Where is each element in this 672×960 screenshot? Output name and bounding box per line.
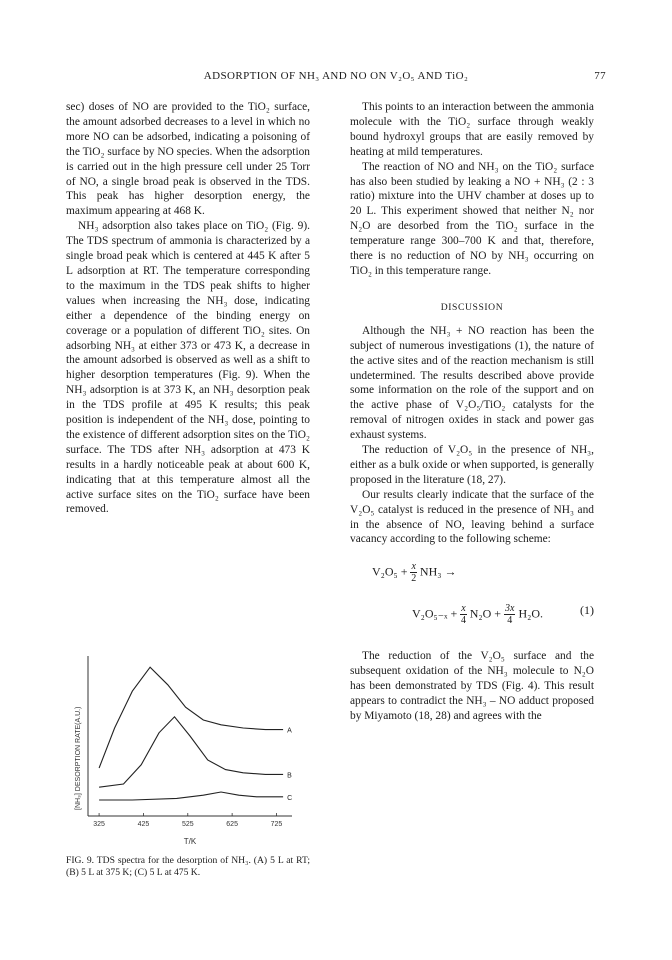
eq-term: NH₃ → <box>419 564 457 579</box>
eq-fraction <box>460 603 466 626</box>
right-paragraph-3: Although the NH₃ + NO reaction has been the subject of numerous investigations (1), the nature of the active sites and of the reaction mechanism is still undetermined. The results described above provide some information on the role of the support and on the active phase of V₂O₅/TiO₂ catalysts for the removal of nitrogen oxides in stack and power gas exhaust systems. <box>350 324 594 442</box>
right-paragraph-2: The reaction of NO and NH₃ on the TiO₂ surface has also been studied by leaking a NO + NH₃ (2 : 3 ratio) mixture into the UHV chamber at doses up to 20 L. This experiment showed that neither N₂ nor N₂O are desorbed from the TiO₂ surface in the temperature range 300–700 K and that, therefore, there is no reduction of NO by NH₃ occurring on TiO₂ in this temperature range. <box>350 160 594 277</box>
tds-chart <box>66 650 310 850</box>
series-label-b: B <box>287 772 292 780</box>
y-axis-label: [NH₃] DESORPTION RATE(A.U.) <box>75 706 82 810</box>
eq-fraction-num: x <box>411 561 416 573</box>
equation-1 <box>350 557 594 637</box>
x-tick-label: 325 <box>93 821 105 828</box>
eq-term: N₂O + <box>469 606 502 621</box>
right-paragraph-5: Our results clearly indicate that the surface of the V₂O₅ catalyst is reduced in the presence of NH₃ and in the absence of NO, leaving behind a surface vacancy according to the following scheme: <box>350 488 594 546</box>
chart-series <box>99 667 292 802</box>
eq-fraction-den: 2 <box>411 573 417 585</box>
running-header <box>66 70 606 86</box>
eq-fraction-den: 4 <box>461 615 466 627</box>
eq-term: H₂O. <box>518 606 543 621</box>
equation-line-2 <box>412 603 543 626</box>
series-line-b <box>99 717 283 787</box>
eq-term: V₂O₅ + <box>372 564 408 579</box>
figure-caption: FIG. 9. TDS spectra for the desorption of NH₃. (A) 5 L at RT; (B) 5 L at 375 K; (C) 5 L at 475 K. <box>66 855 310 878</box>
x-tick-label: 725 <box>270 821 283 828</box>
series-line-c <box>99 792 283 800</box>
x-tick-label: 525 <box>181 821 194 828</box>
section-title-discussion: DISCUSSION <box>440 301 504 313</box>
left-column <box>66 100 310 517</box>
right-paragraph-1: This points to an interaction between the ammonia molecule with the TiO₂ surface through weakly bound hydroxyl groups that are easily removed by heating at mild temperatures. <box>350 101 594 158</box>
eq-term: V₂O₅₋ₓ + <box>412 606 458 621</box>
right-column <box>350 100 594 724</box>
eq-fraction <box>504 603 515 626</box>
chart-ticks <box>93 813 282 828</box>
eq-fraction-num: x <box>461 603 466 615</box>
series-label-c: C <box>287 794 293 802</box>
x-tick-label: 425 <box>137 821 150 828</box>
equation-line-1 <box>372 561 456 584</box>
running-title: ADSORPTION OF NH₃ AND NO ON V₂O₅ AND TiO₂ <box>203 70 469 82</box>
right-paragraph-4: The reduction of V₂O₅ in the presence of NH₃, either as a bulk oxide or when supported, is generally proposed in the literature (18, 27). <box>350 444 594 486</box>
series-line-a <box>99 667 283 768</box>
eq-fraction <box>410 561 416 584</box>
left-paragraph-2: NH₃ adsorption also takes place on TiO₂ (Fig. 9). The TDS spectrum of ammonia is characterized by a single broad peak which is centered at 445 K after 5 L adsorption at RT. The temperature corresponding to the maximum in the TDS peak shifts to higher values when increasing the NH₃ dose, indicating either a dependence of the binding energy on coverage or a population of different TiO₂ sites. On adsorbing NH₃ at either 373 or 473 K, a decrease in the amount adsorbed is observed as well as a shift to higher desorption temperatures (Fig. 9). When the NH₃ adsorption is at 373 K, an NH₃ desorption peak in the TDS profile at 495 K results; this peak position is independent of the NH₃ dose, pointing to the existence of different adsorption sites on the TiO₂ surface. The TDS after NH₃ adsorption at 473 K results in a hardly noticeable peak at about 600 K, indicating that at this temperature almost all the active surface sites on the TiO₂ surface have been removed. <box>66 220 310 516</box>
x-tick-label: 625 <box>226 821 238 828</box>
equation-number: (1) <box>580 603 594 618</box>
eq-fraction-num: 3x <box>505 603 515 615</box>
eq-fraction-den: 4 <box>507 615 513 627</box>
x-axis-label: T/K <box>183 837 197 846</box>
figure-9 <box>66 650 310 850</box>
right-paragraph-6: The reduction of the V₂O₅ surface and the subsequent oxidation of the NH₃ molecule to N₂O has been demonstrated by TDS (Fig. 4). This result appears to contradict the NH₃ – NO adduct proposed by Miyamoto (18, 28) and agrees with the <box>350 650 594 722</box>
series-label-a: A <box>287 727 292 735</box>
page-number: 77 <box>594 70 606 82</box>
left-paragraph-1: sec) doses of NO are provided to the TiO₂ surface, the amount adsorbed decreases to a level in which no more NO can be adsorbed, indicating a poisoning of the TiO₂ surface by NO species. When the adsorption is carried out in the high pressure cell under 25 Torr of NO, a single broad peak is observed in the TDS. This peak has higher desorption energy, the maximum appearing at 468 K. <box>66 101 310 218</box>
